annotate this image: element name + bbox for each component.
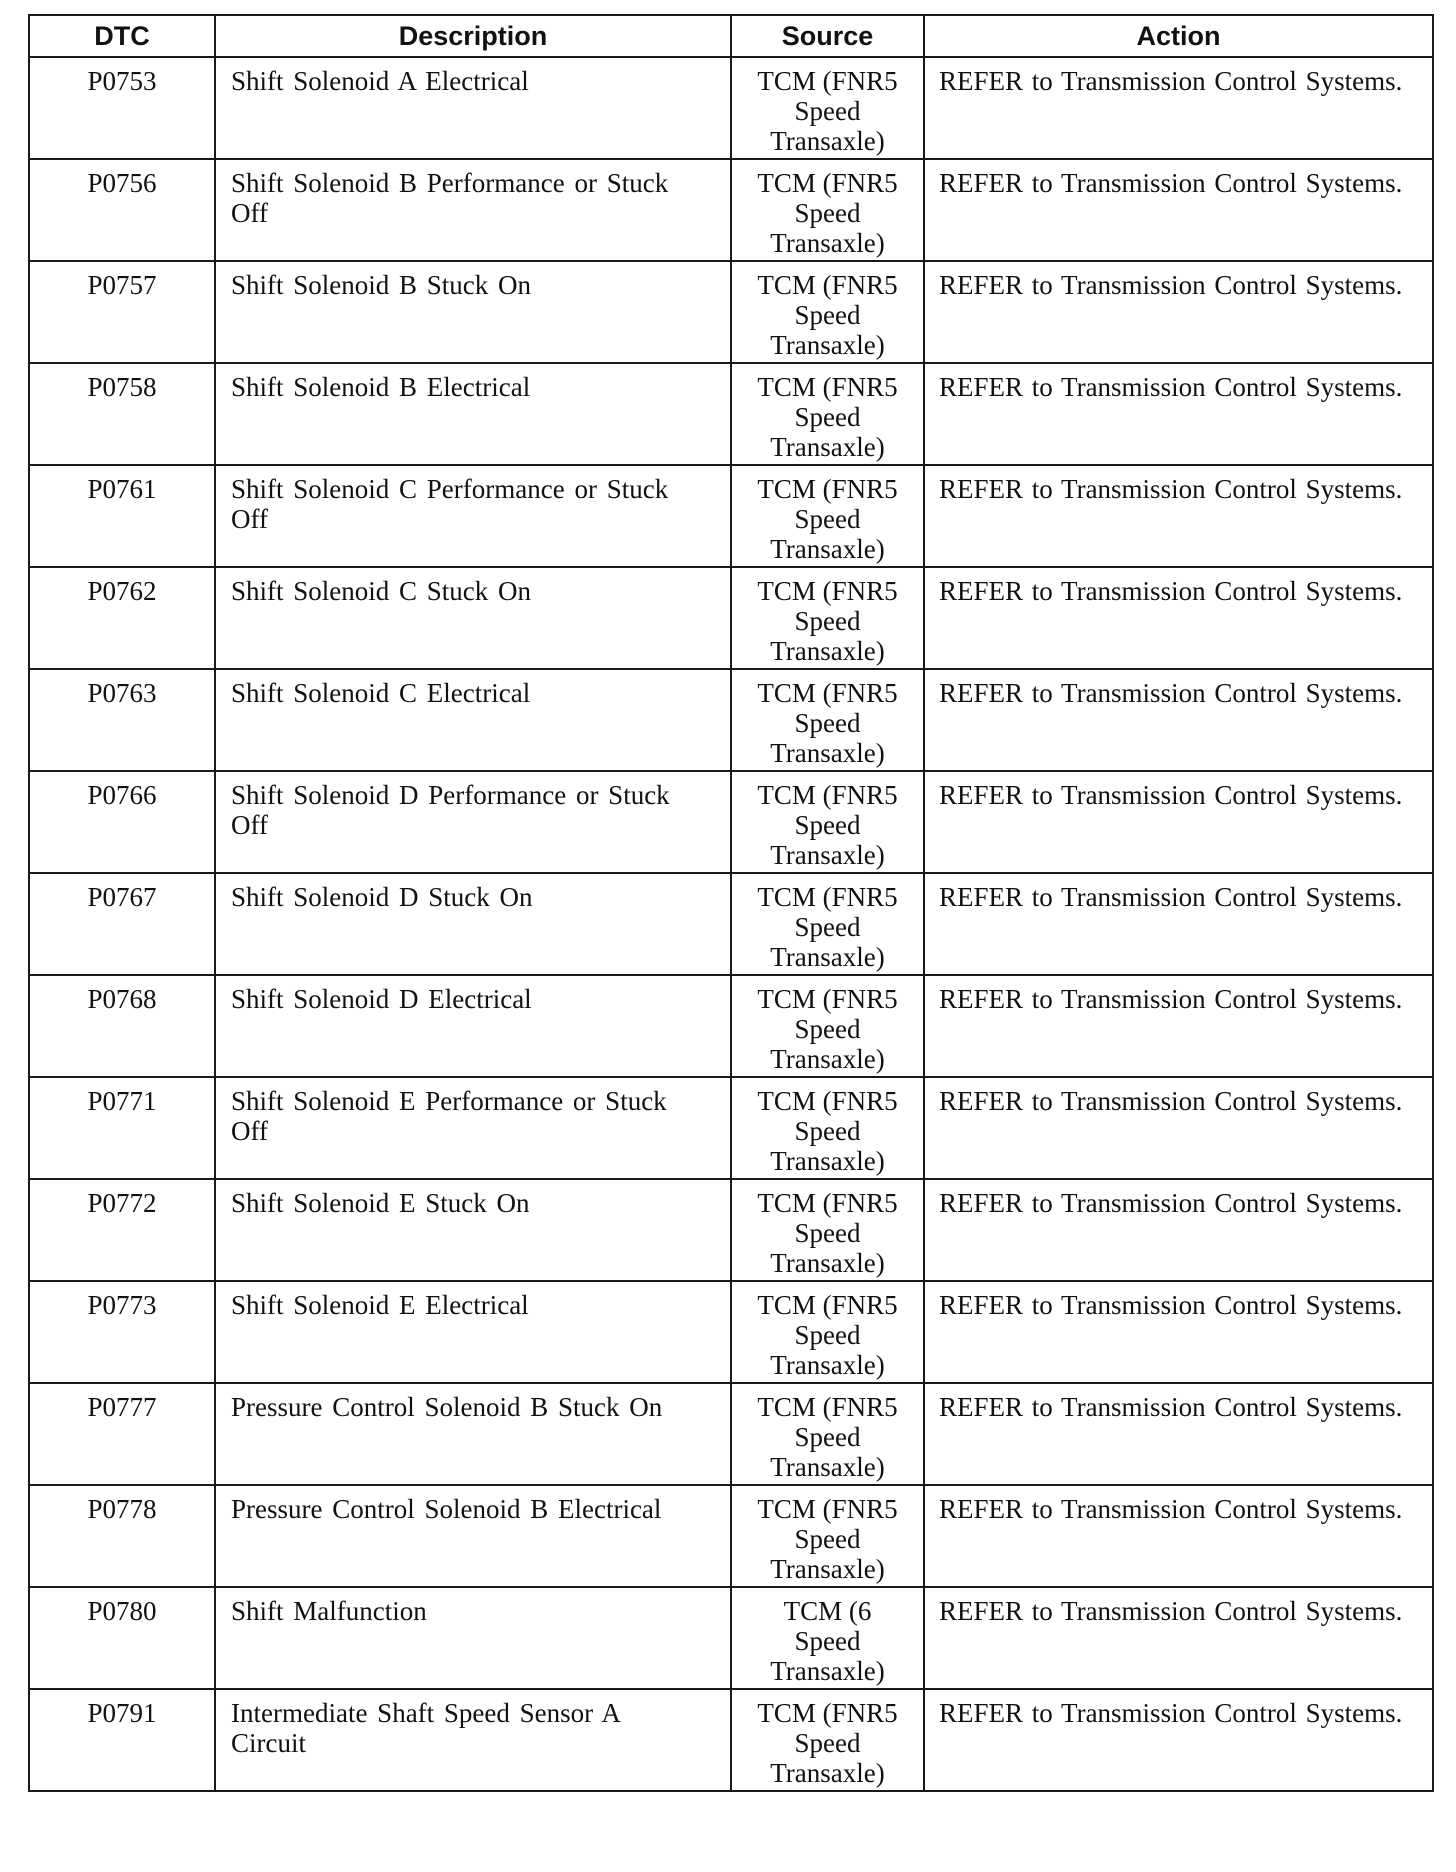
table-row: [29, 771, 1433, 873]
source-line: Transaxle): [770, 228, 885, 258]
source-line: TCM (FNR5: [757, 576, 898, 606]
source-line: Transaxle): [770, 1758, 885, 1788]
source-line: TCM (FNR5: [757, 1494, 898, 1524]
dtc-description: Shift Solenoid E Electrical: [215, 1281, 731, 1383]
source-line: Speed: [794, 912, 861, 942]
dtc-table: [28, 14, 1434, 1792]
source-line: Speed: [794, 1422, 861, 1452]
source-line: TCM (FNR5: [757, 474, 898, 504]
dtc-source: [731, 1485, 924, 1587]
dtc-code: P0778: [29, 1485, 215, 1587]
dtc-action: REFER to Transmission Control Systems.: [924, 363, 1433, 465]
dtc-description: Shift Malfunction: [215, 1587, 731, 1689]
dtc-description: Pressure Control Solenoid B Electrical: [215, 1485, 731, 1587]
dtc-code: P0767: [29, 873, 215, 975]
dtc-source: [731, 1077, 924, 1179]
source-line: Speed: [794, 708, 861, 738]
source-line: Speed: [794, 1014, 861, 1044]
source-line: Speed: [794, 1218, 861, 1248]
dtc-source: [731, 567, 924, 669]
source-line: TCM (FNR5: [757, 168, 898, 198]
dtc-source: [731, 57, 924, 159]
dtc-action: REFER to Transmission Control Systems.: [924, 975, 1433, 1077]
table-row: [29, 57, 1433, 159]
source-line: Transaxle): [770, 1656, 885, 1686]
source-line: Speed: [794, 402, 861, 432]
dtc-code: P0753: [29, 57, 215, 159]
dtc-source: [731, 1179, 924, 1281]
dtc-source: [731, 873, 924, 975]
dtc-code: P0761: [29, 465, 215, 567]
dtc-code: P0777: [29, 1383, 215, 1485]
table-row: [29, 873, 1433, 975]
dtc-code: P0791: [29, 1689, 215, 1791]
dtc-description: Shift Solenoid B Performance or Stuck Off: [215, 159, 731, 261]
table-row: [29, 1587, 1433, 1689]
dtc-action: REFER to Transmission Control Systems.: [924, 1179, 1433, 1281]
source-line: Transaxle): [770, 126, 885, 156]
source-line: TCM (FNR5: [757, 66, 898, 96]
source-line: TCM (6: [783, 1596, 872, 1626]
dtc-action: REFER to Transmission Control Systems.: [924, 1587, 1433, 1689]
table-row: [29, 1077, 1433, 1179]
table-body: [29, 57, 1433, 1791]
source-line: TCM (FNR5: [757, 780, 898, 810]
source-line: Transaxle): [770, 738, 885, 768]
dtc-code: P0758: [29, 363, 215, 465]
table-row: [29, 567, 1433, 669]
source-line: Transaxle): [770, 432, 885, 462]
dtc-code: P0763: [29, 669, 215, 771]
source-line: Speed: [794, 96, 861, 126]
source-line: Speed: [794, 1524, 861, 1554]
source-line: Transaxle): [770, 330, 885, 360]
table-row: [29, 1383, 1433, 1485]
dtc-code: P0756: [29, 159, 215, 261]
dtc-description: Shift Solenoid D Electrical: [215, 975, 731, 1077]
dtc-source: [731, 159, 924, 261]
dtc-description: Shift Solenoid B Electrical: [215, 363, 731, 465]
source-line: Transaxle): [770, 1146, 885, 1176]
dtc-source: [731, 1281, 924, 1383]
dtc-code: P0766: [29, 771, 215, 873]
source-line: Transaxle): [770, 1452, 885, 1482]
table-header: [29, 15, 1433, 57]
dtc-action: REFER to Transmission Control Systems.: [924, 1077, 1433, 1179]
table-row: [29, 975, 1433, 1077]
dtc-action: REFER to Transmission Control Systems.: [924, 1689, 1433, 1791]
dtc-description: Shift Solenoid E Stuck On: [215, 1179, 731, 1281]
dtc-action: REFER to Transmission Control Systems.: [924, 1383, 1433, 1485]
header-action: Action: [924, 15, 1433, 57]
dtc-description: Shift Solenoid C Performance or Stuck Off: [215, 465, 731, 567]
table-row: [29, 669, 1433, 771]
source-line: Speed: [794, 1116, 861, 1146]
source-line: TCM (FNR5: [757, 270, 898, 300]
table-row: [29, 465, 1433, 567]
dtc-action: REFER to Transmission Control Systems.: [924, 57, 1433, 159]
dtc-source: [731, 1689, 924, 1791]
source-line: TCM (FNR5: [757, 984, 898, 1014]
dtc-description: Shift Solenoid D Performance or Stuck Off: [215, 771, 731, 873]
source-line: Speed: [794, 810, 861, 840]
dtc-action: REFER to Transmission Control Systems.: [924, 261, 1433, 363]
source-line: Speed: [794, 1626, 861, 1656]
dtc-code: P0762: [29, 567, 215, 669]
dtc-description: Shift Solenoid E Performance or Stuck Off: [215, 1077, 731, 1179]
dtc-source: [731, 261, 924, 363]
source-line: Speed: [794, 1320, 861, 1350]
dtc-source: [731, 1587, 924, 1689]
dtc-action: REFER to Transmission Control Systems.: [924, 669, 1433, 771]
header-dtc: DTC: [29, 15, 215, 57]
dtc-description: Shift Solenoid C Electrical: [215, 669, 731, 771]
table-row: [29, 1179, 1433, 1281]
source-line: Transaxle): [770, 1350, 885, 1380]
source-line: TCM (FNR5: [757, 1086, 898, 1116]
source-line: TCM (FNR5: [757, 372, 898, 402]
dtc-source: [731, 771, 924, 873]
dtc-source: [731, 975, 924, 1077]
header-source: Source: [731, 15, 924, 57]
dtc-code: P0768: [29, 975, 215, 1077]
source-line: TCM (FNR5: [757, 1392, 898, 1422]
table-row: [29, 1485, 1433, 1587]
dtc-source: [731, 669, 924, 771]
dtc-action: REFER to Transmission Control Systems.: [924, 465, 1433, 567]
dtc-source: [731, 363, 924, 465]
dtc-description: Intermediate Shaft Speed Sensor A Circuit: [215, 1689, 731, 1791]
table-row: [29, 1689, 1433, 1791]
dtc-source: [731, 465, 924, 567]
source-line: Transaxle): [770, 636, 885, 666]
header-description: Description: [215, 15, 731, 57]
dtc-action: REFER to Transmission Control Systems.: [924, 873, 1433, 975]
source-line: Transaxle): [770, 534, 885, 564]
dtc-action: REFER to Transmission Control Systems.: [924, 1485, 1433, 1587]
source-line: Transaxle): [770, 1044, 885, 1074]
dtc-description: Shift Solenoid B Stuck On: [215, 261, 731, 363]
dtc-code: P0772: [29, 1179, 215, 1281]
source-line: TCM (FNR5: [757, 1698, 898, 1728]
source-line: TCM (FNR5: [757, 678, 898, 708]
source-line: TCM (FNR5: [757, 1188, 898, 1218]
source-line: Transaxle): [770, 1554, 885, 1584]
source-line: Speed: [794, 1728, 861, 1758]
dtc-description: Shift Solenoid A Electrical: [215, 57, 731, 159]
dtc-code: P0780: [29, 1587, 215, 1689]
dtc-description: Shift Solenoid C Stuck On: [215, 567, 731, 669]
dtc-code: P0757: [29, 261, 215, 363]
source-line: Speed: [794, 198, 861, 228]
dtc-action: REFER to Transmission Control Systems.: [924, 567, 1433, 669]
source-line: Transaxle): [770, 1248, 885, 1278]
table-row: [29, 1281, 1433, 1383]
dtc-action: REFER to Transmission Control Systems.: [924, 159, 1433, 261]
dtc-action: REFER to Transmission Control Systems.: [924, 771, 1433, 873]
dtc-description: Pressure Control Solenoid B Stuck On: [215, 1383, 731, 1485]
dtc-code: P0771: [29, 1077, 215, 1179]
dtc-description: Shift Solenoid D Stuck On: [215, 873, 731, 975]
table-row: [29, 159, 1433, 261]
header-row: [29, 15, 1433, 57]
source-line: Speed: [794, 504, 861, 534]
table-row: [29, 261, 1433, 363]
source-line: Transaxle): [770, 942, 885, 972]
source-line: TCM (FNR5: [757, 1290, 898, 1320]
dtc-action: REFER to Transmission Control Systems.: [924, 1281, 1433, 1383]
dtc-code: P0773: [29, 1281, 215, 1383]
source-line: Transaxle): [770, 840, 885, 870]
source-line: TCM (FNR5: [757, 882, 898, 912]
dtc-source: [731, 1383, 924, 1485]
source-line: Speed: [794, 300, 861, 330]
source-line: Speed: [794, 606, 861, 636]
table-row: [29, 363, 1433, 465]
